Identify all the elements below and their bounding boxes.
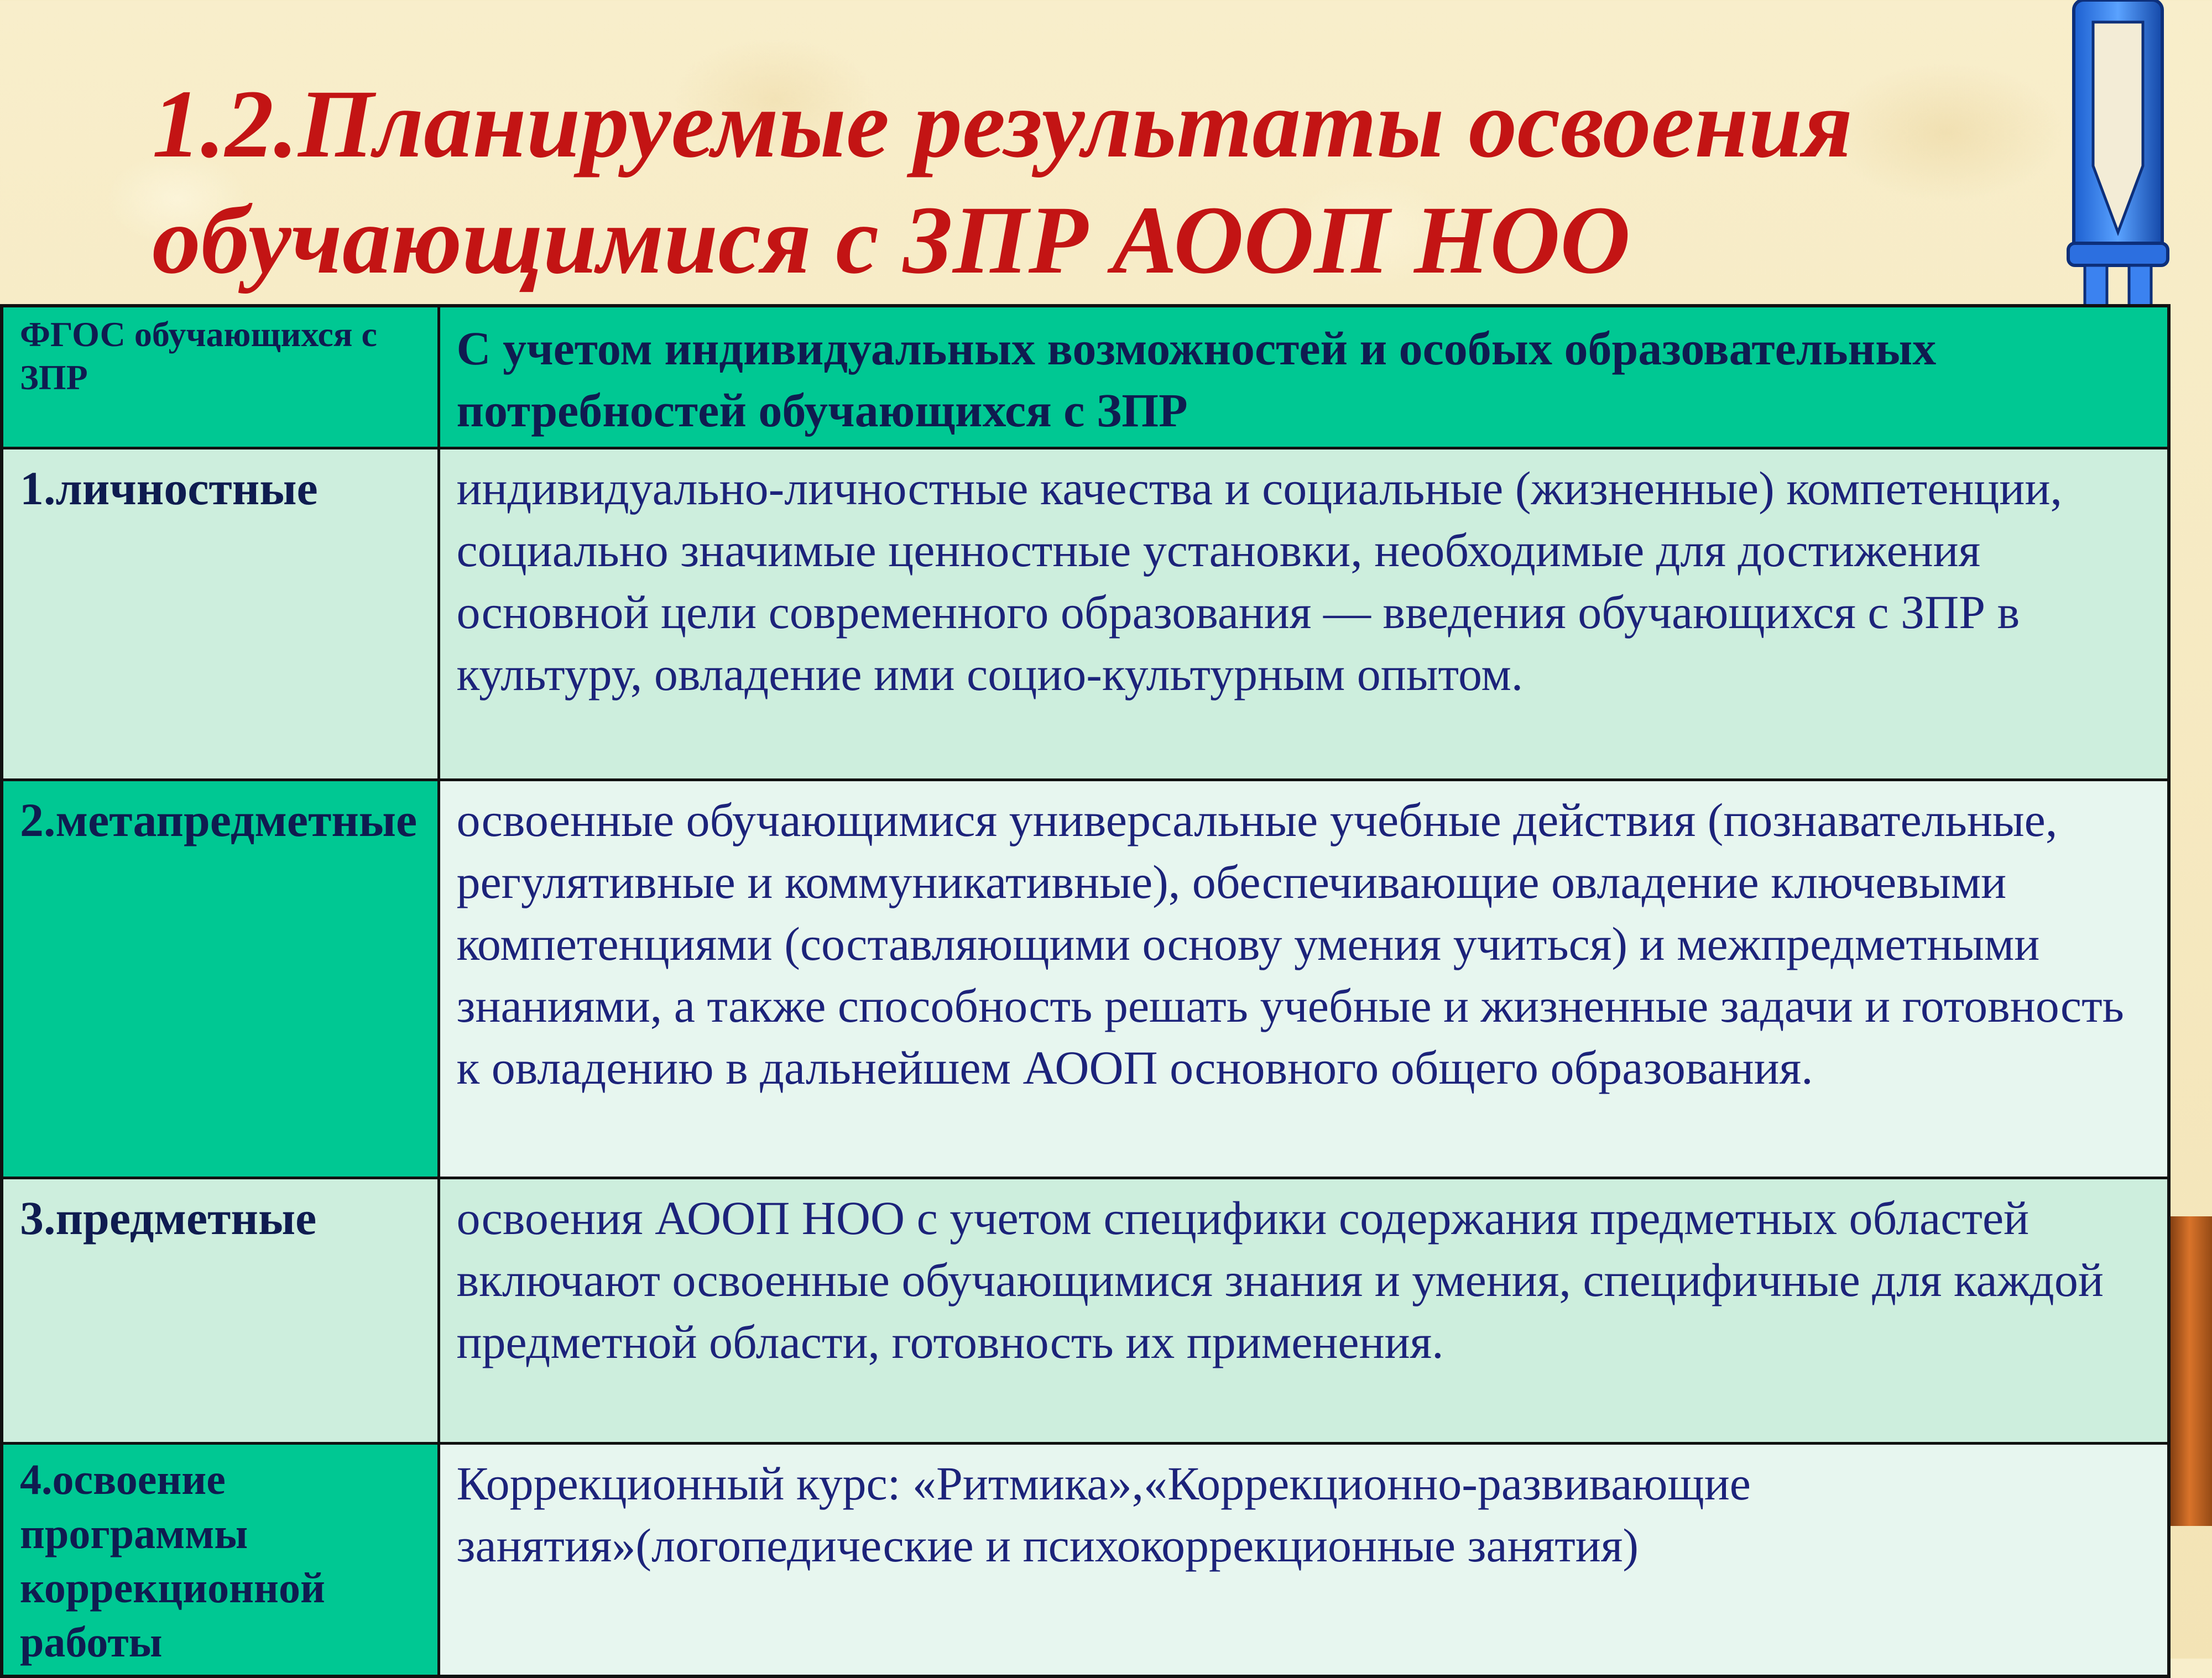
pencil-icon (2063, 0, 2173, 310)
header-description: С учетом индивидуальных возможностей и особых образовательных потребностей обучающихся с ЗПР (439, 306, 2169, 448)
row-label-personal: 1.личностные (2, 448, 439, 780)
row-label-correction: 4.освоение программы коррекционной работы (2, 1444, 439, 1677)
row-text-metasubject: освоенные обучающимися универсальные учебные действия (познавательные, регулятивные и коммуникативные), обеспечивающие овладение ключевыми компетенциями (составляющими основу умения учиться) и межпредметными знаниями, а также способность решать учебные и жизненные задачи и готовность к овладению в дальнейшем АООП основного общего образования. (439, 780, 2169, 1178)
row-text-correction: Коррекционный курс: «Ритмика»,«Коррекционно-развивающие занятия»(логопедические и психокоррекционные занятия) (439, 1444, 2169, 1677)
slide-title-line-2: обучающимися с ЗПР АООП НОО (152, 186, 1631, 294)
table-row (2, 448, 2169, 780)
slide-title (152, 66, 1977, 299)
slide-title-line-1: 1.2.Планируемые результаты освоения (152, 70, 1853, 178)
row-text-subject: освоения АООП НОО с учетом специфики содержания предметных областей включают освоенные обучающимися знания и умения, специфичные для каждой предметной области, готовность их применения. (439, 1178, 2169, 1444)
table-header-row (2, 306, 2169, 448)
results-table (0, 304, 2171, 1678)
table-row (2, 780, 2169, 1178)
row-text-personal: индивидуально-личностные качества и социальные (жизненные) компетенции, социально значимые ценностные установки, необходимые для достижения основной цели современного образования — введения обучающихся с ЗПР в культуру, овладение ими социо-культурным опытом. (439, 448, 2169, 780)
pencil-stub-decoration (2165, 1216, 2212, 1526)
header-fgos: ФГОС обучающихся с ЗПР (2, 306, 439, 448)
row-label-metasubject: 2.метапредметные (2, 780, 439, 1178)
table-row (2, 1444, 2169, 1677)
table-row (2, 1178, 2169, 1444)
row-label-subject: 3.предметные (2, 1178, 439, 1444)
